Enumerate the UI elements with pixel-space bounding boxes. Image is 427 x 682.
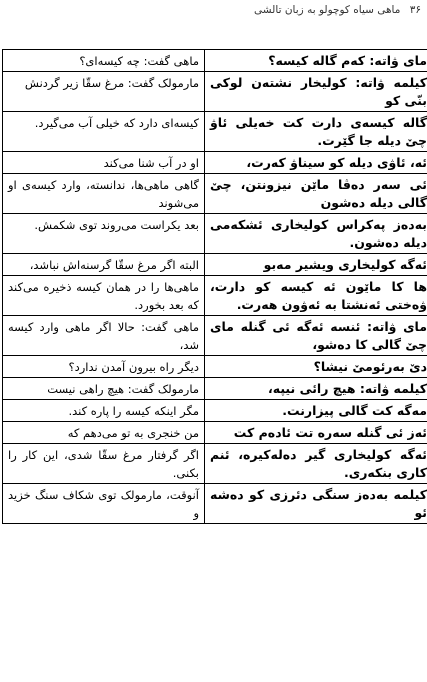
kurdish-cell: کیلمە ۋاتە: هیچ رائی نیپە، [205,378,427,400]
kurdish-cell: ئەز ئی گنلە سەرە تت ئادەم کت [205,422,427,444]
kurdish-cell: مای ۋاتە: ئنسە ئەگە ئی گنلە مای چێ گالی کا دەشو، [205,316,427,356]
persian-cell: آنوقت، مارمولک توی شکاف سنگ خزید و [3,484,205,524]
table-row [3,254,427,276]
kurdish-cell: کیلمە ۋاتە: کولیخار نشتەن لوکی بنّی کو [205,72,427,112]
page-number: ۳۶ [409,4,421,16]
persian-cell: دیگر راه بیرون آمدن ندارد؟ [3,356,205,378]
table-row [3,276,427,316]
kurdish-cell: گالە کیسەی دارت کت خەیلی ئاۋ چێ دیلە جا گێرت. [205,112,427,152]
kurdish-cell: کیلمە بەدەز سنگی دئرزی کو دەشە ئو [205,484,427,524]
persian-cell: البته اگر مرغ سقّا گرسنه‌اش نباشد، [3,254,205,276]
table-row [3,112,427,152]
persian-cell: مارمولک گفت: مرغ سقّا زیر گردنش [3,72,205,112]
table-row [3,422,427,444]
persian-cell: ماهی گفت: چه کیسه‌ای؟ [3,50,205,72]
kurdish-cell: ئە، ئاۋی دیلە کو سیناۋ کەرت، [205,152,427,174]
kurdish-cell: مای ۋاتە: کەم گالە کیسە؟ [205,50,427,72]
persian-cell: اگر گرفتار مرغ سقّا شدی، این کار را بکنی. [3,444,205,484]
table-row [3,152,427,174]
page-header-title: ماهی سیاه کوچولو به زبان تالشی [254,4,401,16]
kurdish-cell: ئەگە کولیخاری ویشیر مەبو [205,254,427,276]
kurdish-cell: بەدەز پەکراس کولیخاری ئشکەمی دیلە دەشون. [205,214,427,254]
persian-cell: من خنجری به تو می‌دهم که [3,422,205,444]
table-row [3,72,427,112]
persian-cell: مگر اینکه کیسه را پاره کند. [3,400,205,422]
persian-cell: گاهی ماهی‌ها، ندانسته، وارد کیسه‌ی او می‌شوند [3,174,205,214]
table-row [3,174,427,214]
table-row [3,400,427,422]
persian-cell: کیسه‌ای دارد که خیلی آب می‌گیرد. [3,112,205,152]
bilingual-text-table [2,49,427,524]
persian-cell: ماهی گفت: حالا اگر ماهی وارد کیسه شد، [3,316,205,356]
page-header [0,4,427,24]
table-row [3,50,427,72]
table-row [3,356,427,378]
table-row [3,378,427,400]
kurdish-cell: ئی سەر دەڤا ماێن نیزونتن، چێ گالی دیلە دەشون [205,174,427,214]
persian-cell: ماهی‌ها را در همان کیسه ذخیره می‌کند که بعد بخورد. [3,276,205,316]
kurdish-cell: مەگە کت گالی پیزارنت. [205,400,427,422]
table-row [3,214,427,254]
table-row [3,316,427,356]
kurdish-cell: ها کا ماێون ئە کیسە کو دارت، ۋەختی ئەنشتا بە ئەۋون هەرت. [205,276,427,316]
persian-cell: او در آب شنا می‌کند [3,152,205,174]
table-row [3,444,427,484]
persian-cell: بعد یکراست می‌روند توی شکمش. [3,214,205,254]
kurdish-cell: دێ بەرئومێ نیشا؟ [205,356,427,378]
table-row [3,484,427,524]
persian-cell: مارمولک گفت: هیچ راهی نیست [3,378,205,400]
kurdish-cell: ئەگە کولیخاری گیر دەلەکیرە، ئنم کاری بنکەری. [205,444,427,484]
